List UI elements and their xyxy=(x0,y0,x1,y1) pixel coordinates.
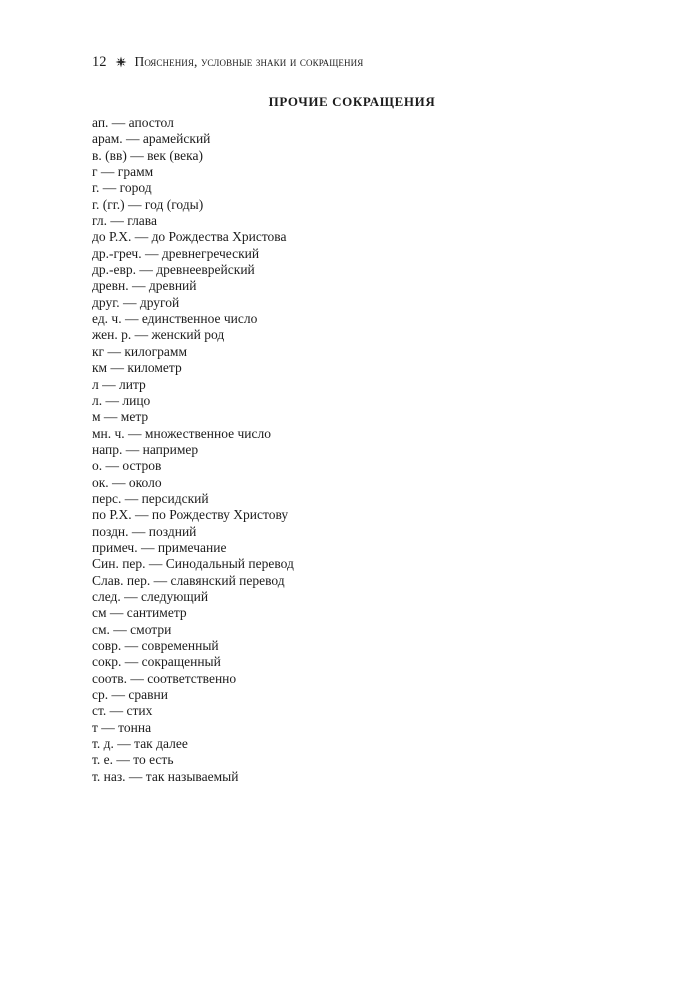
abbreviation-entry: соотв. — соответственно xyxy=(92,670,237,686)
abbreviation-entry: ст. — стих xyxy=(92,703,153,719)
abbreviation-entry: др.-греч. — древнегреческий xyxy=(92,245,260,261)
abbreviation-entry: древн. — древний xyxy=(92,278,197,294)
running-title: Пояснения, условные знаки и сокращения xyxy=(134,54,364,69)
page-number: 12 xyxy=(92,53,107,70)
section-title: ПРОЧИЕ СОКРАЩЕНИЯ xyxy=(268,94,436,109)
abbreviation-entry: л. — лицо xyxy=(92,392,151,408)
abbreviation-entry: ок. — около xyxy=(92,474,162,490)
abbreviation-entry: о. — остров xyxy=(92,458,162,474)
abbreviation-entry: арам. — арамейский xyxy=(92,131,211,147)
abbreviation-entry: см — сантиметр xyxy=(92,605,187,621)
abbreviation-entry: совр. — современный xyxy=(92,638,219,653)
abbreviation-entry: т. наз. — так называемый xyxy=(92,768,239,784)
abbreviation-entry: Слав. пер. — славянский перевод xyxy=(92,572,285,588)
abbreviation-entry: напр. — например xyxy=(92,441,199,457)
abbreviation-entry: др.-евр. — древнееврейский xyxy=(92,262,255,278)
abbreviation-entry: по Р.Х. — по Рождеству Христову xyxy=(92,507,289,523)
abbreviation-entry: т. е. — то есть xyxy=(92,752,174,768)
abbreviation-entry: перс. — персидский xyxy=(92,490,209,506)
abbreviation-entry: г. — город xyxy=(92,180,152,196)
abbreviation-entry: ср. — сравни xyxy=(92,687,168,703)
abbreviation-entry: км — километр xyxy=(92,360,182,376)
abbreviation-entry: поздн. — поздний xyxy=(92,523,197,539)
abbreviation-entry: г — грамм xyxy=(92,164,154,180)
abbreviation-entry: след. — следующий xyxy=(92,588,209,604)
abbreviation-entry: примеч. — примечание xyxy=(92,539,227,555)
abbreviation-entry: Син. пер. — Синодальный перевод xyxy=(92,556,294,572)
fleuron-icon xyxy=(115,56,127,68)
abbreviation-entry: сокр. — сокращенный xyxy=(92,654,221,670)
abbreviation-entry: друг. — другой xyxy=(92,294,180,310)
abbreviation-entry: т — тонна xyxy=(92,719,152,735)
page-header xyxy=(92,52,363,72)
abbreviation-entry: до Р.Х. — до Рождества Христова xyxy=(92,229,287,245)
abbreviation-entry: т. д. — так далее xyxy=(92,736,188,752)
abbreviation-entry: гл. — глава xyxy=(92,213,157,229)
abbreviation-entry: ед. ч. — единственное число xyxy=(92,311,258,327)
abbreviation-entry: кг — килограмм xyxy=(92,343,187,359)
abbreviation-entry: л — литр xyxy=(92,376,146,392)
abbreviation-list xyxy=(92,115,294,785)
abbreviation-entry: см. — смотри xyxy=(92,621,172,637)
abbreviation-entry: жен. р. — женский род xyxy=(92,327,225,343)
abbreviation-entry: мн. ч. — множественное число xyxy=(92,425,271,441)
abbreviation-entry: г. (гг.) — год (годы) xyxy=(92,196,204,212)
abbreviation-entry: ап. — апостол xyxy=(92,115,174,130)
abbreviation-entry: в. (вв) — век (века) xyxy=(92,147,203,163)
abbreviation-entry: м — метр xyxy=(92,409,149,425)
